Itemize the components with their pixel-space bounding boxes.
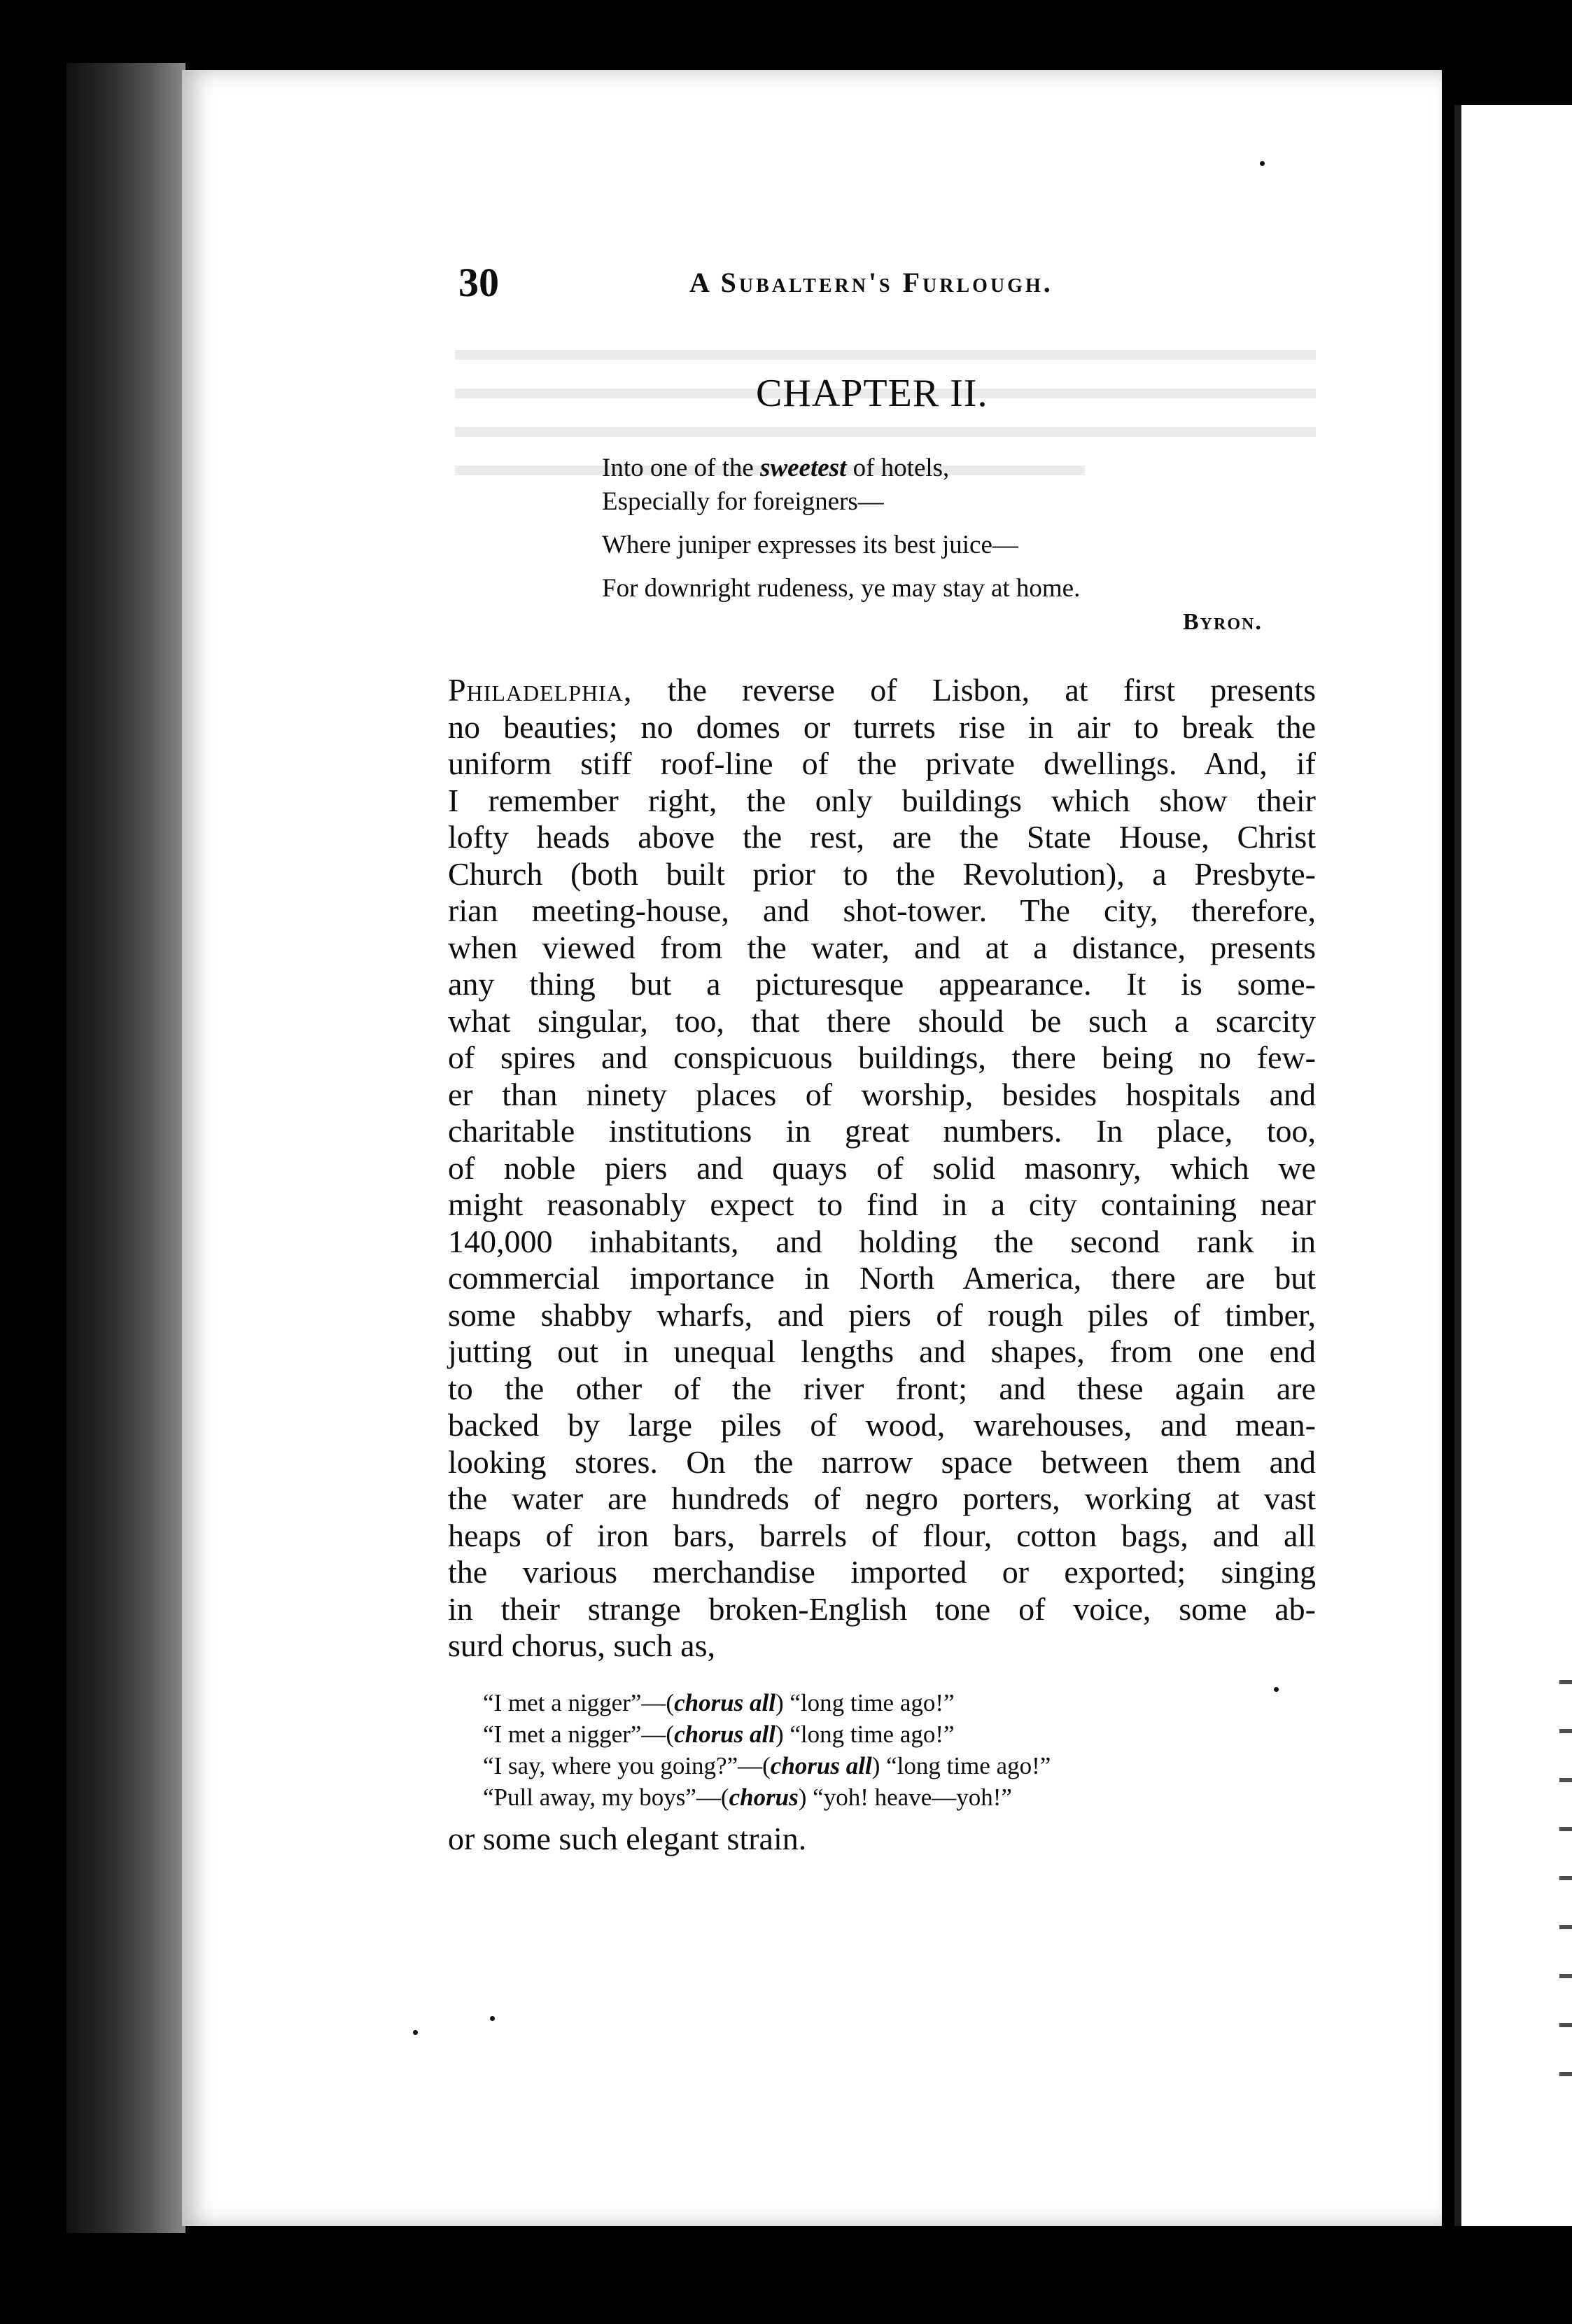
body-line: no beauties; no domes or turrets rise in air to break the <box>448 708 1316 745</box>
emphasis: chorus all <box>674 1689 776 1716</box>
body-line: the various merchandise imported or exported; singing <box>448 1554 1316 1590</box>
print-speck <box>1274 1687 1279 1692</box>
body-line: 140,000 inhabitants, and holding the second rank in <box>448 1223 1316 1259</box>
body-line: rian meeting-house, and shot-tower. The city, therefore, <box>448 892 1316 928</box>
body-line: might reasonably expect to find in a city containing near <box>448 1186 1316 1222</box>
lead-word: Philadelphia, <box>448 672 633 708</box>
chorus-line: “I met a nigger”—(chorus all) “long time ago!” <box>483 1689 955 1716</box>
chapter-title: CHAPTER II. <box>756 372 988 415</box>
epigraph-line: Especially for foreigners— <box>602 487 884 516</box>
body-line: of spires and conspicuous buildings, there being no few- <box>448 1040 1316 1075</box>
chorus-line: “I met a nigger”—(chorus all) “long time ago!” <box>483 1721 955 1748</box>
body-line: backed by large piles of wood, warehouses, and mean- <box>448 1407 1316 1443</box>
emphasis: chorus <box>729 1784 799 1811</box>
epigraph-line: For downright rudeness, ye may stay at home. <box>602 574 1081 603</box>
emphasis: chorus all <box>770 1752 872 1779</box>
chorus-line: “Pull away, my boys”—(chorus) “yoh! heave—yoh!” <box>483 1784 1012 1811</box>
print-speck <box>1260 161 1265 166</box>
adjacent-page-edge <box>1454 105 1572 2226</box>
closing-line: or some such elegant strain. <box>448 1821 807 1856</box>
body-line: to the other of the river front; and these again are <box>448 1370 1316 1406</box>
epigraph-line: Where juniper expresses its best juice— <box>602 531 1018 559</box>
body-line: uniform stiff roof-line of the private dwellings. And, if <box>448 746 1316 781</box>
epigraph-attribution: Byron. <box>1183 609 1263 635</box>
body-line: lofty heads above the rest, are the State House, Christ <box>448 819 1316 855</box>
body-paragraph <box>448 672 1316 1665</box>
epigraph <box>602 451 1274 606</box>
page-number: 30 <box>458 260 499 305</box>
adjacent-page-specks <box>1559 1680 1572 2100</box>
epigraph-line: Into one of the sweetest of hotels, <box>602 454 950 482</box>
body-line: I remember right, the only buildings which show their <box>448 782 1316 818</box>
emphasis: sweetest <box>760 454 847 482</box>
body-line: er than ninety places of worship, besides hospitals and <box>448 1076 1316 1112</box>
body-line: the water are hundreds of negro porters, working at vast <box>448 1480 1316 1516</box>
chorus-verse <box>483 1687 1323 1813</box>
emphasis: chorus all <box>674 1721 776 1748</box>
body-line: in their strange broken-English tone of voice, some ab- <box>448 1590 1316 1627</box>
bleed-through-line <box>455 427 1316 437</box>
body-line: charitable institutions in great numbers. In place, too, <box>448 1113 1316 1149</box>
body-line: commercial importance in North America, there are but <box>448 1260 1316 1296</box>
print-speck <box>490 2016 495 2021</box>
body-line: some shabby wharfs, and piers of rough piles of timber, <box>448 1296 1316 1333</box>
chorus-line: “I say, where you going?”—(chorus all) “long time ago!” <box>483 1752 1051 1779</box>
body-line: Philadelphia, the reverse of Lisbon, at first presents <box>448 672 1316 708</box>
body-line: jutting out in unequal lengths and shapes, from one end <box>448 1334 1316 1369</box>
running-head <box>458 259 1368 308</box>
body-line: Church (both built prior to the Revolution), a Presbyte- <box>448 855 1316 892</box>
body-line: of noble piers and quays of solid masonry, which we <box>448 1149 1316 1186</box>
print-speck <box>413 2030 418 2035</box>
body-line: heaps of iron bars, barrels of flour, cotton bags, and all <box>448 1517 1316 1553</box>
body-line: when viewed from the water, and at a distance, presents <box>448 929 1316 965</box>
bleed-through-line <box>455 350 1316 360</box>
body-line: any thing but a picturesque appearance. It is some- <box>448 966 1316 1002</box>
body-line: surd chorus, such as, <box>448 1628 715 1663</box>
body-line: looking stores. On the narrow space between them and <box>448 1443 1316 1480</box>
book-binding <box>66 63 185 2233</box>
running-title: A Subaltern's Furlough. <box>689 267 1053 298</box>
body-line: what singular, too, that there should be such a scarcity <box>448 1002 1316 1039</box>
